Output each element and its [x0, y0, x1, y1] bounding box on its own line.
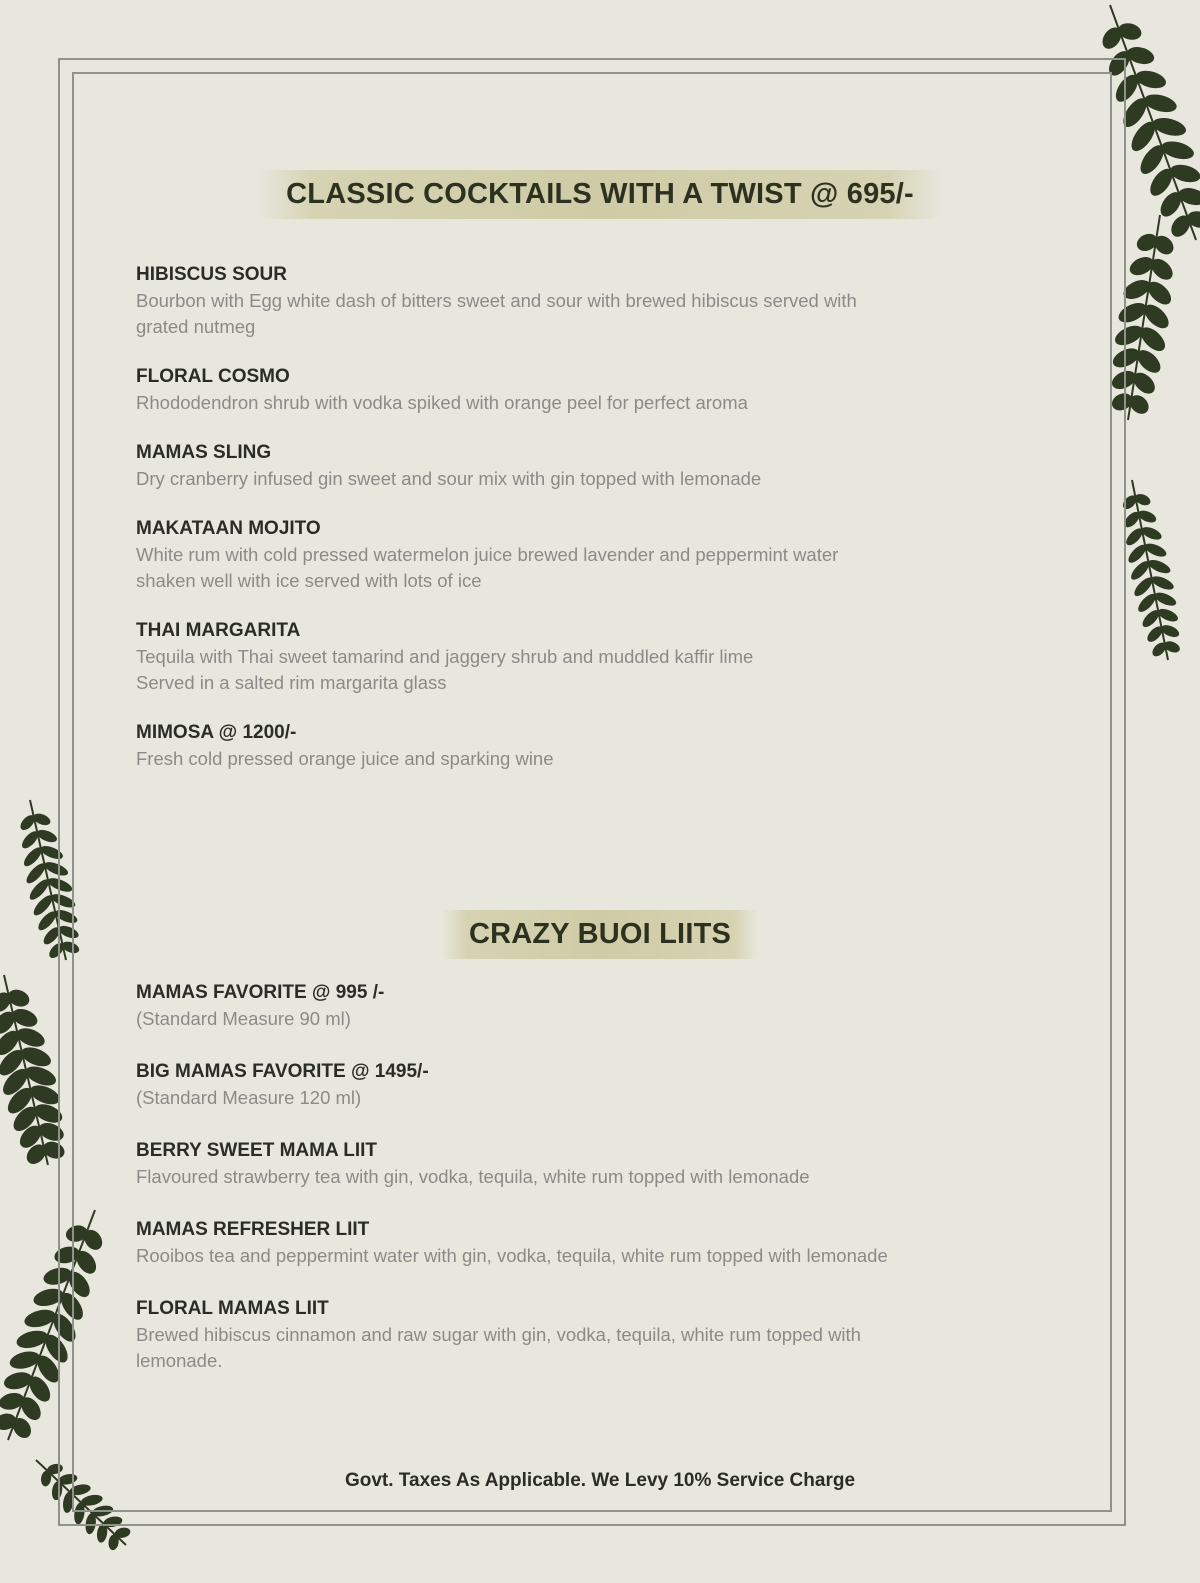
section-heading: CLASSIC COCKTAILS WITH A TWIST @ 695/-	[258, 170, 942, 219]
item-description: (Standard Measure 90 ml)	[136, 1008, 351, 1029]
item-name: BIG MAMAS FAVORITE @ 1495/-	[136, 1061, 429, 1082]
item-description: Dry cranberry infused gin sweet and sour mix with gin topped with lemonade	[136, 468, 762, 489]
menu-item-hibiscus-sour	[136, 262, 1066, 340]
menu-item-makataan-mojito	[136, 516, 1066, 594]
item-name: MAMAS SLING	[136, 442, 272, 463]
menu-item-mamas-favorite	[136, 980, 1066, 1032]
footer-note: Govt. Taxes As Applicable. We Levy 10% Service Charge	[344, 1470, 856, 1491]
section-title-classic-cocktails	[0, 170, 1200, 219]
item-name: HIBISCUS SOUR	[136, 264, 287, 285]
item-description: White rum with cold pressed watermelon juice brewed lavender and peppermint water shaken well with ice served with lots of ice	[136, 544, 839, 591]
menu-item-floral-mamas-liit	[136, 1296, 1066, 1374]
item-description: Rhododendron shrub with vodka spiked with orange peel for perfect aroma	[136, 392, 748, 413]
menu-item-berry-sweet-mama-liit	[136, 1138, 1066, 1190]
menu-item-mimosa	[136, 720, 1066, 772]
menu-item-thai-margarita	[136, 618, 1066, 696]
item-name: MAMAS REFRESHER LIIT	[136, 1219, 370, 1240]
fern-leaf-icon	[1120, 480, 1181, 660]
item-description: Bourbon with Egg white dash of bitters sweet and sour with brewed hibiscus served with grated nutmeg	[136, 290, 857, 337]
item-name: FLORAL MAMAS LIIT	[136, 1298, 329, 1319]
item-name: THAI MARGARITA	[136, 620, 301, 641]
item-name: BERRY SWEET MAMA LIIT	[136, 1140, 378, 1161]
item-name: MAKATAAN MOJITO	[136, 518, 321, 539]
item-description: Rooibos tea and peppermint water with gin, vodka, tequila, white rum topped with lemonade	[136, 1245, 888, 1266]
item-description: Flavoured strawberry tea with gin, vodka, tequila, white rum topped with lemonade	[136, 1166, 810, 1187]
fern-leaf-icon	[0, 975, 67, 1168]
menu-item-mamas-sling	[136, 440, 1066, 492]
item-name: MIMOSA @ 1200/-	[136, 722, 297, 743]
item-description: Tequila with Thai sweet tamarind and jaggery shrub and muddled kaffir lime Served in a salted rim margarita glass	[136, 646, 754, 693]
menu-item-big-mamas-favorite	[136, 1059, 1066, 1111]
menu-item-mamas-refresher-liit	[136, 1217, 1066, 1269]
item-description: (Standard Measure 120 ml)	[136, 1087, 362, 1108]
menu-item-floral-cosmo	[136, 364, 1066, 416]
item-description: Fresh cold pressed orange juice and sparking wine	[136, 748, 554, 769]
item-name: FLORAL COSMO	[136, 366, 290, 387]
item-name: MAMAS FAVORITE @ 995 /-	[136, 982, 385, 1003]
item-description: Brewed hibiscus cinnamon and raw sugar with gin, vodka, tequila, white rum topped with lemonade.	[136, 1324, 861, 1371]
section-title-crazy-buoi-liits	[0, 910, 1200, 959]
section-heading: CRAZY BUOI LIITS	[441, 910, 759, 959]
